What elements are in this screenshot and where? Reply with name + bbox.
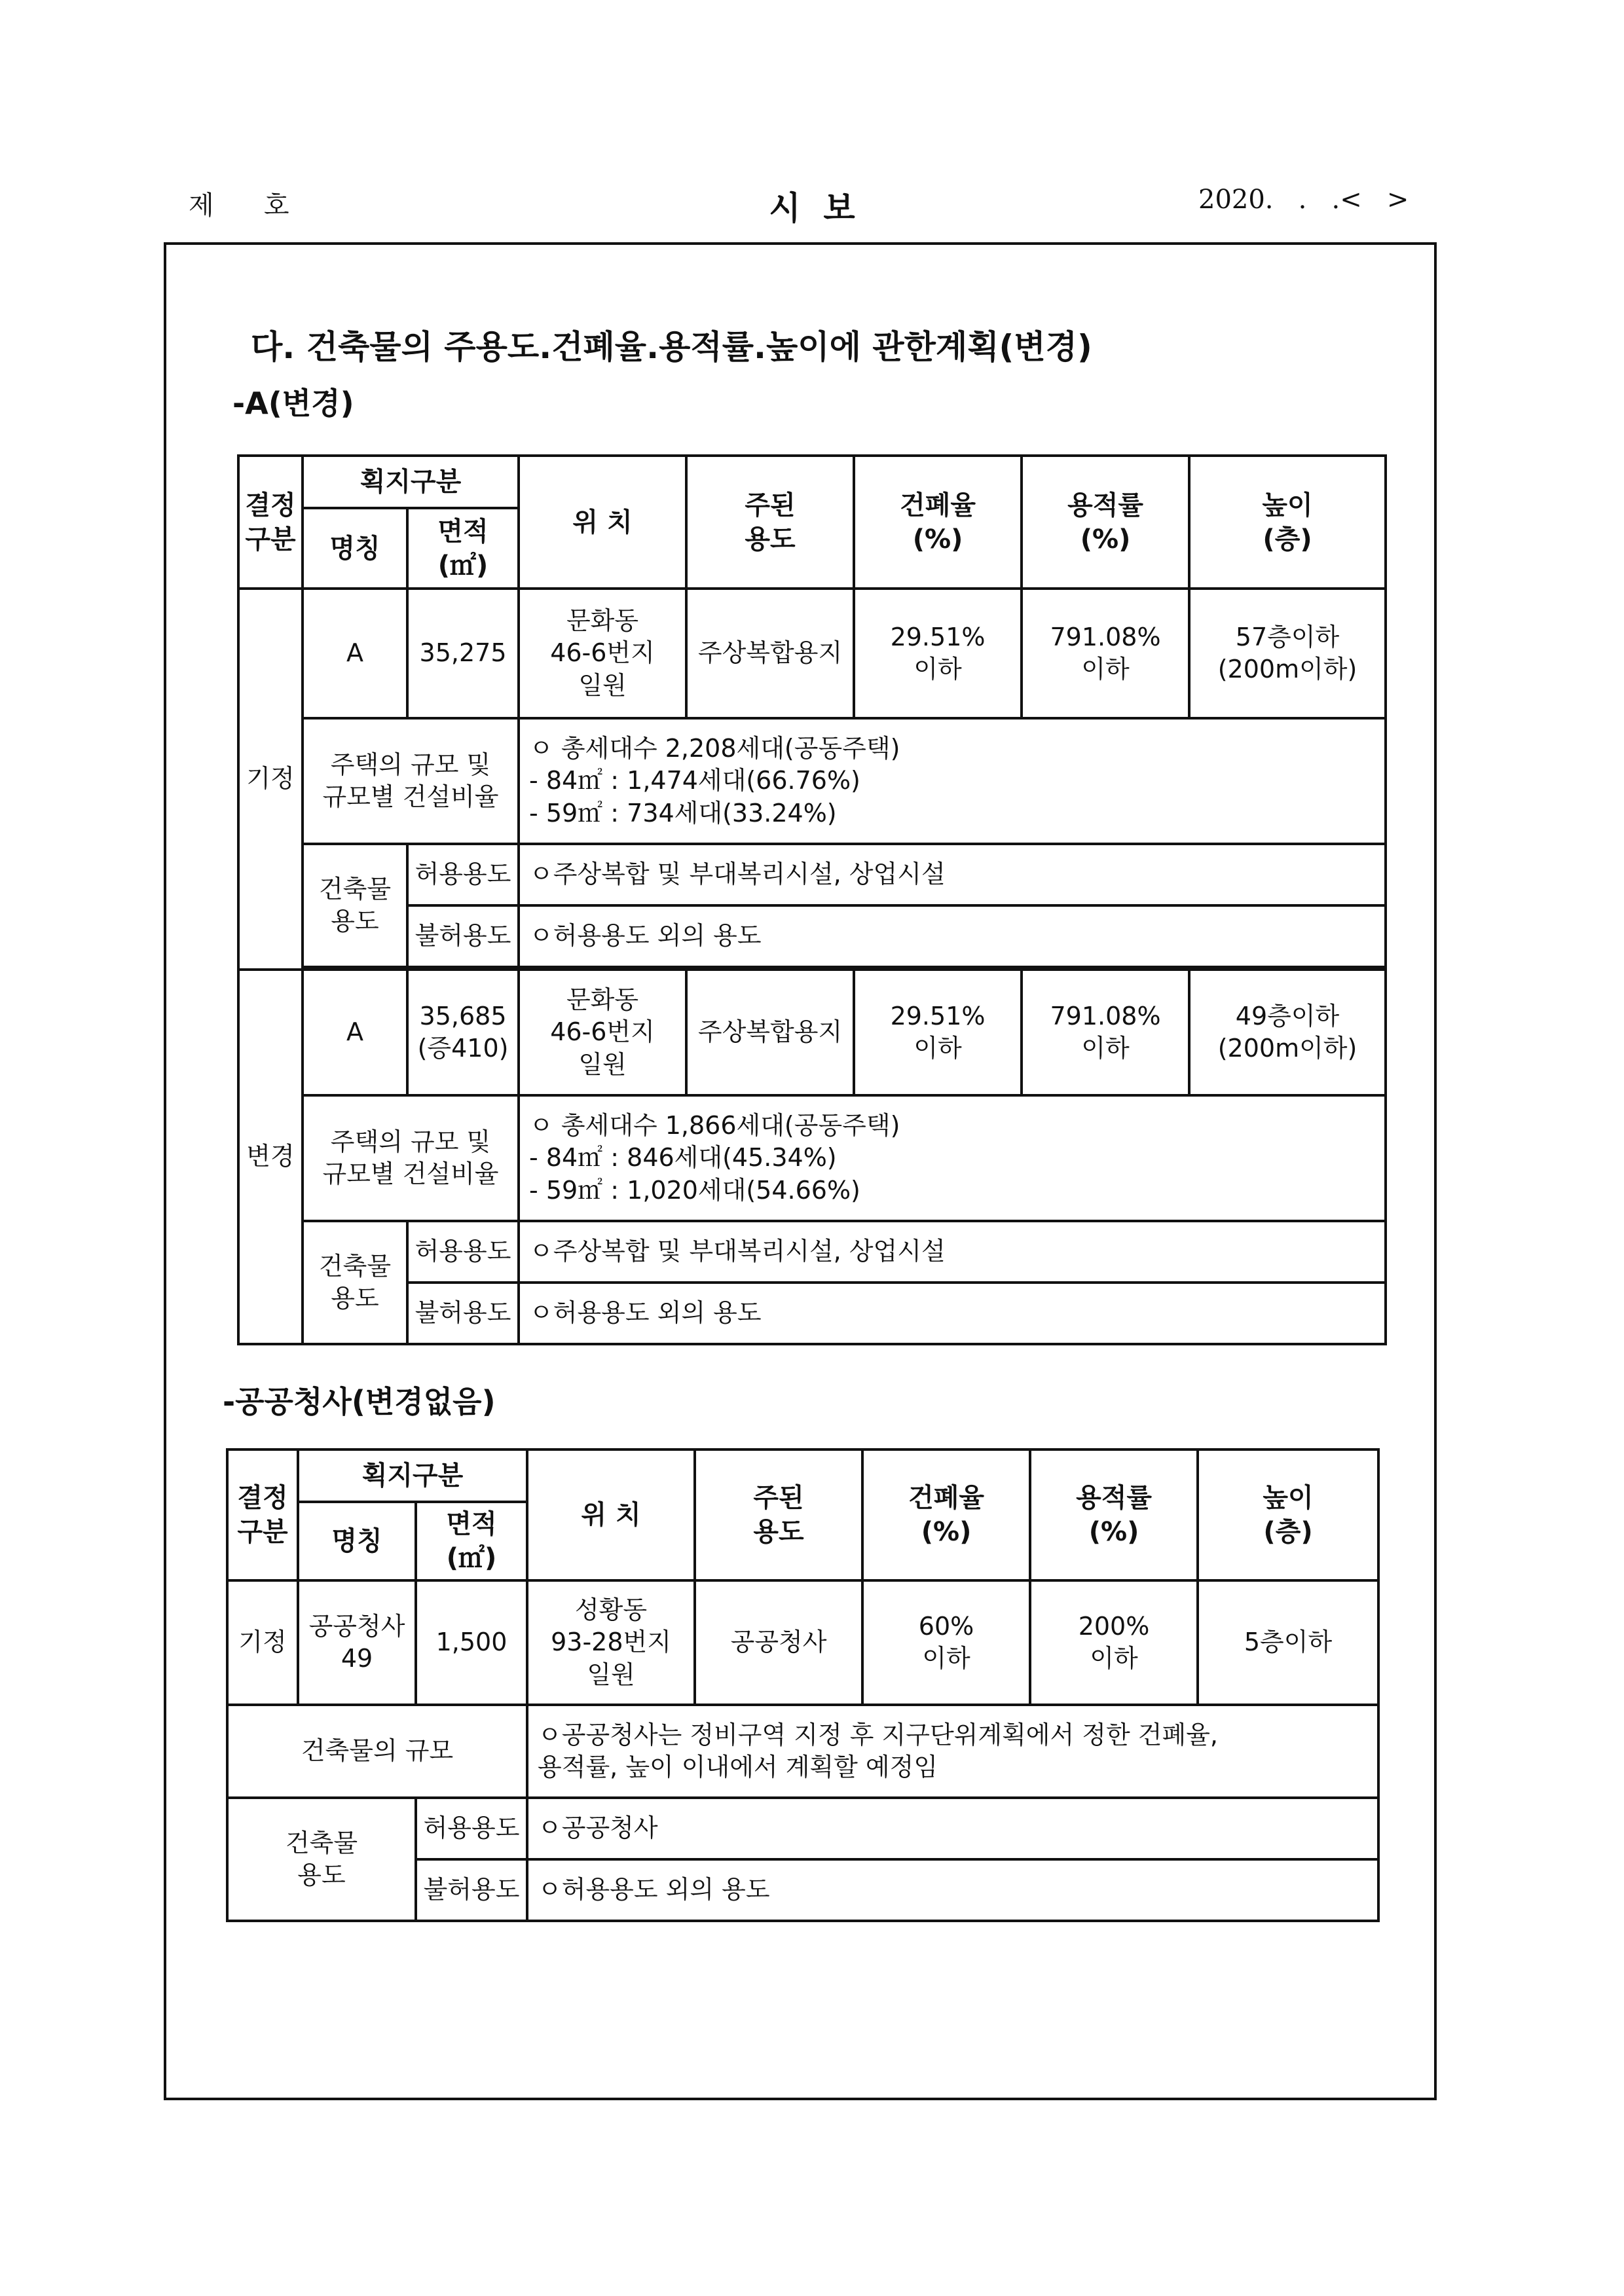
disallowed-use-label: 불허용도	[407, 905, 519, 967]
decision-existing: 기정	[227, 1580, 298, 1705]
table-a-title: -A(변경)	[232, 386, 354, 421]
allowed-use-text: ㅇ공공청사	[527, 1798, 1378, 1859]
lot-location: 문화동 46-6번지 일원	[519, 589, 686, 718]
table-a	[237, 454, 1387, 1345]
lot-main-use: 주상복합용지	[686, 589, 854, 718]
disallowed-use-text: ㅇ허용용도 외의 용도	[519, 905, 1386, 967]
decision-changed: 변경	[238, 970, 303, 1344]
lot-area: 35,275	[407, 589, 519, 718]
building-use-label: 건축물 용도	[303, 844, 407, 967]
lot-location: 성황동 93-28번지 일원	[527, 1580, 695, 1705]
building-use-label: 건축물 용도	[303, 1221, 407, 1344]
lot-far: 200% 이하	[1030, 1580, 1198, 1705]
doc-date: 2020. . .< >	[1198, 185, 1409, 215]
header-location: 위 치	[527, 1449, 695, 1580]
section-title: 다. 건축물의 주용도.건폐율.용적률.높이에 관한계획(변경)	[251, 328, 1092, 366]
lot-name: 공공청사 49	[298, 1580, 416, 1705]
header-height: 높이 (층)	[1189, 456, 1386, 589]
building-scale-text: ㅇ공공청사는 정비구역 지정 후 지구단위계획에서 정한 건폐율, 용적률, 높이 이내에서 계획할 예정임	[527, 1705, 1378, 1798]
header-name: 명칭	[303, 508, 407, 589]
disallowed-use-label: 불허용도	[407, 1283, 519, 1344]
table-b-title: -공공청사(변경없음)	[223, 1384, 496, 1419]
allowed-use-label: 허용용도	[416, 1798, 527, 1859]
header-bcr: 건폐율 (%)	[862, 1449, 1030, 1580]
lot-height: 49층이하 (200m이하)	[1189, 970, 1386, 1095]
page-title: 시 보	[769, 189, 855, 227]
building-scale-label: 건축물의 규모	[227, 1705, 527, 1798]
housing-label: 주택의 규모 및 규모별 건설비율	[303, 718, 519, 844]
decision-existing: 기정	[238, 589, 303, 970]
housing-text: ㅇ 총세대수 1,866세대(공동주택) - 84㎡ : 846세대(45.34%) - 59㎡ : 1,020세대(54.66%)	[519, 1095, 1386, 1221]
lot-far: 791.08% 이하	[1022, 970, 1189, 1095]
header-name: 명칭	[298, 1502, 416, 1580]
table-b	[226, 1448, 1380, 1922]
header-height: 높이 (층)	[1198, 1449, 1378, 1580]
header-decision: 결정 구분	[227, 1449, 298, 1580]
disallowed-use-text: ㅇ허용용도 외의 용도	[519, 1283, 1386, 1344]
lot-bcr: 29.51% 이하	[854, 970, 1022, 1095]
lot-bcr: 29.51% 이하	[854, 589, 1022, 718]
building-use-label: 건축물 용도	[227, 1798, 416, 1921]
header-location: 위 치	[519, 456, 686, 589]
header-main-use: 주된 용도	[686, 456, 854, 589]
allowed-use-text: ㅇ주상복합 및 부대복리시설, 상업시설	[519, 1221, 1386, 1283]
lot-area: 35,685 (증410)	[407, 970, 519, 1095]
header-area: 면적 (㎡)	[407, 508, 519, 589]
header-decision: 결정 구분	[238, 456, 303, 589]
lot-area: 1,500	[416, 1580, 527, 1705]
doc-number: 제 호	[189, 191, 289, 221]
lot-height: 57층이하 (200m이하)	[1189, 589, 1386, 718]
header-far: 용적률 (%)	[1030, 1449, 1198, 1580]
lot-main-use: 주상복합용지	[686, 970, 854, 1095]
housing-label: 주택의 규모 및 규모별 건설비율	[303, 1095, 519, 1221]
lot-bcr: 60% 이하	[862, 1580, 1030, 1705]
lot-main-use: 공공청사	[695, 1580, 862, 1705]
lot-name: A	[303, 970, 407, 1095]
lot-location: 문화동 46-6번지 일원	[519, 970, 686, 1095]
allowed-use-text: ㅇ주상복합 및 부대복리시설, 상업시설	[519, 844, 1386, 905]
housing-text: ㅇ 총세대수 2,208세대(공동주택) - 84㎡ : 1,474세대(66.76%) - 59㎡ : 734세대(33.24%)	[519, 718, 1386, 844]
header-area: 면적 (㎡)	[416, 1502, 527, 1580]
allowed-use-label: 허용용도	[407, 844, 519, 905]
disallowed-use-label: 불허용도	[416, 1859, 527, 1921]
header-lot-group: 획지구분	[298, 1449, 527, 1502]
header-main-use: 주된 용도	[695, 1449, 862, 1580]
lot-name: A	[303, 589, 407, 718]
header-far: 용적률 (%)	[1022, 456, 1189, 589]
lot-far: 791.08% 이하	[1022, 589, 1189, 718]
allowed-use-label: 허용용도	[407, 1221, 519, 1283]
header-bcr: 건폐율 (%)	[854, 456, 1022, 589]
lot-height: 5층이하	[1198, 1580, 1378, 1705]
header-lot-group: 획지구분	[303, 456, 519, 508]
disallowed-use-text: ㅇ허용용도 외의 용도	[527, 1859, 1378, 1921]
